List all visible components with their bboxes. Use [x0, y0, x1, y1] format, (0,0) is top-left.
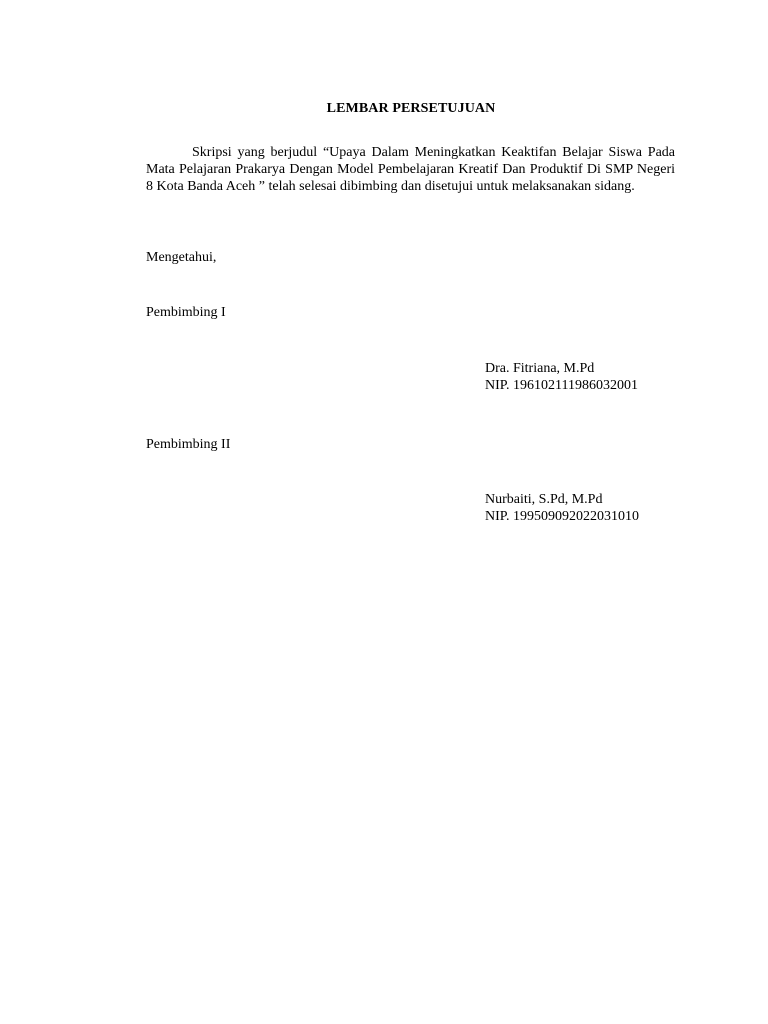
supervisor-1-name: Dra. Fitriana, M.Pd	[485, 361, 595, 376]
supervisor-1-nip: NIP. 196102111986032001	[485, 378, 638, 393]
supervisor-2-name: Nurbaiti, S.Pd, M.Pd	[485, 492, 603, 507]
acknowledged-label: Mengetahui,	[146, 250, 217, 265]
supervisor-2-nip: NIP. 199509092022031010	[485, 509, 640, 524]
approval-paragraph: Skripsi yang berjudul “Upaya Dalam Meningkatkan Keaktifan Belajar Siswa Pada Mata Pelajaran Prakarya Dengan Model Pembelajaran Kreatif Dan Produktif Di SMP Negeri 8 Kota Banda Aceh ” telah selesai dibimbing dan disetujui untuk melaksanakan sidang.	[146, 145, 675, 194]
page-title: LEMBAR PERSETUJUAN	[326, 101, 496, 116]
supervisor-1-role: Pembimbing I	[146, 305, 226, 320]
supervisor-2-role: Pembimbing II	[146, 437, 231, 452]
